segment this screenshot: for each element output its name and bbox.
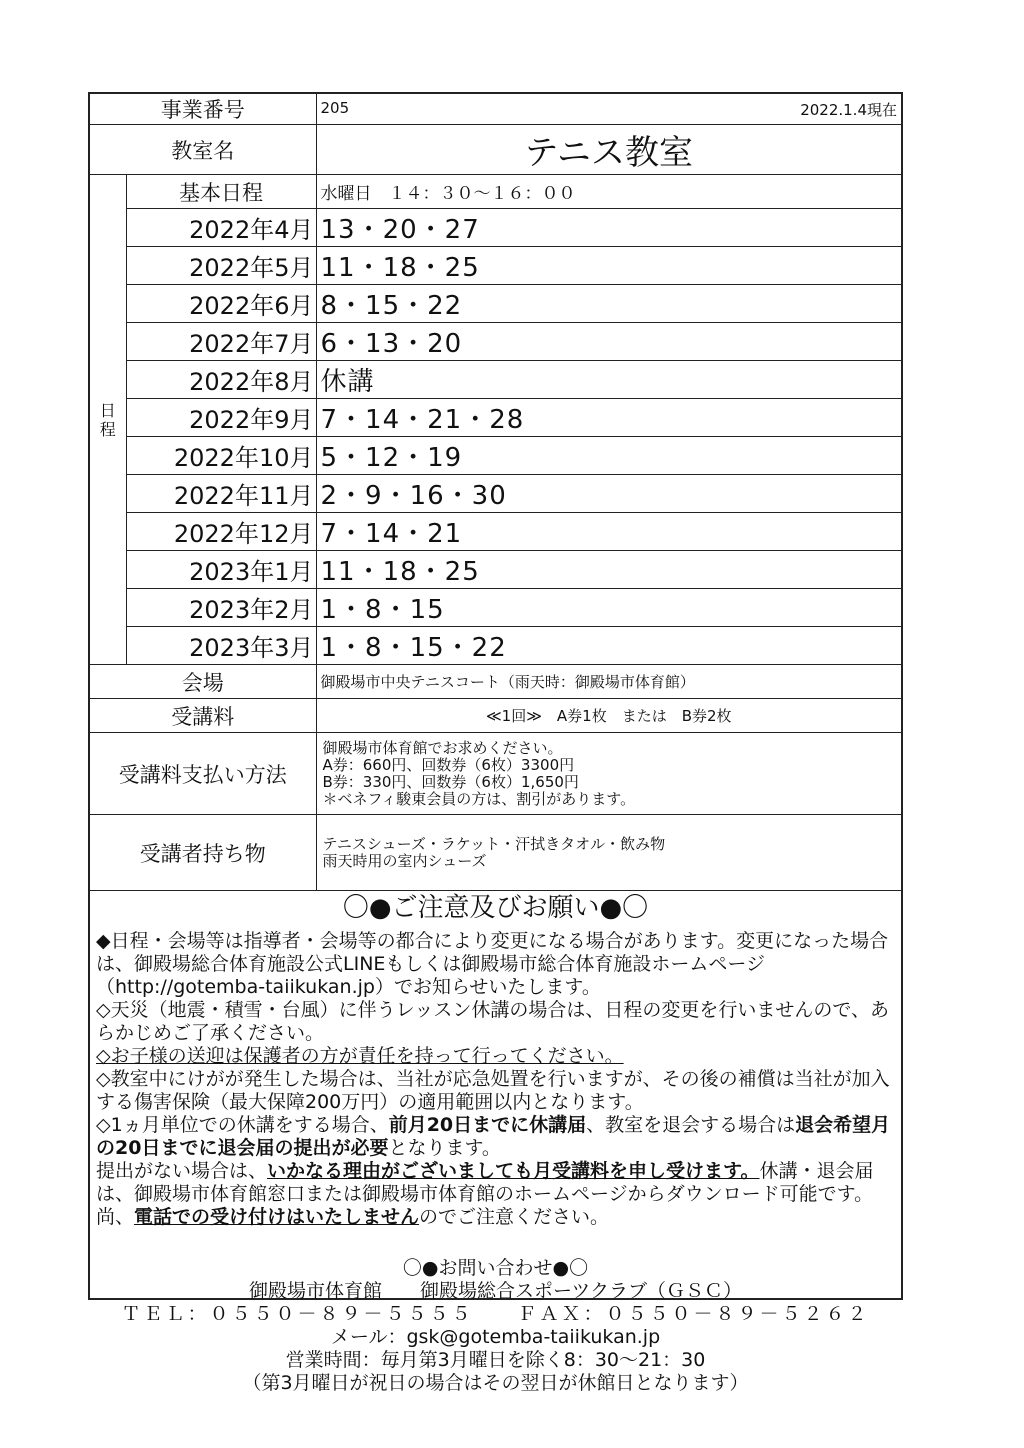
schedule-month: 2023年2月 <box>126 589 316 627</box>
schedule-month: 2022年10月 <box>126 437 316 475</box>
schedule-days: 5・12・19 <box>316 437 901 475</box>
contact-hours: 営業時間：毎月第3月曜日を除く8：30～21：30 <box>285 1349 706 1371</box>
document-frame <box>88 92 903 1394</box>
schedule-days: 1・8・15 <box>316 589 901 627</box>
schedule-month: 2023年1月 <box>126 551 316 589</box>
basic-schedule-value: 水曜日 １４：３０～１６：００ <box>316 175 901 209</box>
notice-text: 提出がない場合は、 <box>96 1160 268 1182</box>
notice-text: となります。 <box>388 1137 501 1159</box>
schedule-row <box>90 551 901 589</box>
schedule-month: 2022年9月 <box>126 399 316 437</box>
notice-text: ◇1ヵ月単位での休講をする場合、 <box>96 1114 389 1136</box>
basic-schedule-label: 基本日程 <box>126 175 316 209</box>
notice-text: のでご注意ください。 <box>419 1206 610 1228</box>
schedule-days: 7・14・21 <box>316 513 901 551</box>
schedule-row <box>90 399 901 437</box>
notice-emphasis: いかなる理由がございましても月受講料を申し受けます。 <box>267 1160 760 1182</box>
notice-paragraph: ◇お子様の送迎は保護者の方が責任を持って行ってください。 <box>96 1045 624 1067</box>
schedule-side-label <box>90 175 126 665</box>
schedule-month: 2022年5月 <box>126 247 316 285</box>
schedule-days: 11・18・25 <box>316 247 901 285</box>
as-of-date: 2022.1.4現在 <box>800 100 897 119</box>
schedule-month: 2022年4月 <box>126 209 316 247</box>
payment-line: 御殿場市体育館でお求めください。 <box>322 738 563 757</box>
belongings-line: 雨天時用の室内シューズ <box>322 851 487 870</box>
contact-email: メール：gsk@gotemba-taiikukan.jp <box>330 1326 661 1348</box>
schedule-month: 2022年8月 <box>126 361 316 399</box>
schedule-month: 2022年11月 <box>126 475 316 513</box>
notice-emphasis: 電話での受け付けはいたしません <box>134 1206 420 1228</box>
notice-heading: 〇●ご注意及びお願い●〇 <box>342 893 649 923</box>
schedule-days: 6・13・20 <box>316 323 901 361</box>
contact-section <box>96 1257 895 1395</box>
notice-paragraph: ◆日程・会場等は指導者・会場等の都合により変更になる場合があります。変更になった場合は、御殿場総合体育施設公式LINEもしくは御殿場市総合体育施設ホームページ（http://gotemba-taiikukan.jp）でお知らせいたします。 <box>96 930 889 998</box>
schedule-month: 2022年6月 <box>126 285 316 323</box>
schedule-days: 13・20・27 <box>316 209 901 247</box>
schedule-row <box>90 361 901 399</box>
fee-value: ≪1回≫ A券1枚 または B券2枚 <box>316 699 901 733</box>
number-row <box>316 94 901 125</box>
belongings-label: 受講者持ち物 <box>90 815 316 891</box>
schedule-row <box>90 513 901 551</box>
notice-emphasis: 退会希望月の20日までに退会届の提出が必要 <box>96 1114 891 1159</box>
payment-line: B券：330円、回数券（6枚）1,650円 <box>322 772 579 791</box>
payment-line: A券：660円、回数券（6枚）3300円 <box>322 755 575 774</box>
notice-text: 、教室を退会する場合は <box>586 1114 796 1136</box>
side-char-2: 程 <box>99 419 116 439</box>
payment-line: ＊ベネフィ駿東会員の方は、割引があります。 <box>322 789 636 808</box>
notice-emphasis: 前月20日までに休講届 <box>388 1114 587 1136</box>
program-number: 205 <box>320 98 350 117</box>
schedule-days: 7・14・21・28 <box>316 399 901 437</box>
schedule-days: 1・8・15・22 <box>316 627 901 665</box>
schedule-days: 休講 <box>316 361 901 399</box>
class-name: テニス教室 <box>316 125 901 175</box>
contact-hours-note: （第3月曜日が祝日の場合はその翌日が休館日となります） <box>242 1372 749 1394</box>
schedule-days: 11・18・25 <box>316 551 901 589</box>
schedule-row <box>90 627 901 665</box>
schedule-month: 2023年3月 <box>126 627 316 665</box>
schedule-row <box>90 209 901 247</box>
notice-paragraph: ◇天災（地震・積雪・台風）に伴うレッスン休講の場合は、日程の変更を行いませんので、あらかじめご了承ください。 <box>96 999 890 1044</box>
schedule-days: 8・15・22 <box>316 285 901 323</box>
notice-section <box>90 891 901 1395</box>
schedule-month: 2022年7月 <box>126 323 316 361</box>
schedule-row <box>90 323 901 361</box>
schedule-days: 2・9・16・30 <box>316 475 901 513</box>
info-table <box>90 94 901 891</box>
schedule-row <box>90 247 901 285</box>
notice-paragraph <box>96 1160 895 1229</box>
belongings-line: テニスシューズ・ラケット・汗拭きタオル・飲み物 <box>322 834 666 853</box>
contact-tel-fax: ＴＥＬ：０５５０－８９－５５５５ ＦＡＸ：０５５０－８９－５２６２ <box>121 1303 870 1325</box>
label-number: 事業番号 <box>90 94 316 125</box>
schedule-row <box>90 475 901 513</box>
contact-org: 御殿場市体育館 御殿場総合スポーツクラブ（ＧＳＣ） <box>248 1280 743 1302</box>
schedule-row <box>90 437 901 475</box>
belongings-details <box>316 815 901 891</box>
label-class: 教室名 <box>90 125 316 175</box>
notice-paragraph <box>96 1114 895 1160</box>
fee-label: 受講料 <box>90 699 316 733</box>
venue-value: 御殿場市中央テニスコート（雨天時：御殿場市体育館） <box>316 665 901 699</box>
schedule-row <box>90 285 901 323</box>
venue-label: 会場 <box>90 665 316 699</box>
side-char-1: 日 <box>99 400 116 420</box>
payment-details <box>316 733 901 815</box>
notice-text: 休講・退会届は、御殿場市体育館窓口または御殿場市体育館のホームページからダウンロード可能です。尚、 <box>96 1160 874 1228</box>
schedule-month: 2022年12月 <box>126 513 316 551</box>
schedule-row <box>90 589 901 627</box>
contact-heading: 〇●お問い合わせ●〇 <box>402 1257 589 1279</box>
notice-paragraph: ◇教室中にけがが発生した場合は、当社が応急処置を行いますが、その後の補償は当社が加入する傷害保険（最大保障200万円）の適用範囲以内となります。 <box>96 1068 890 1113</box>
payment-label: 受講料支払い方法 <box>90 733 316 815</box>
